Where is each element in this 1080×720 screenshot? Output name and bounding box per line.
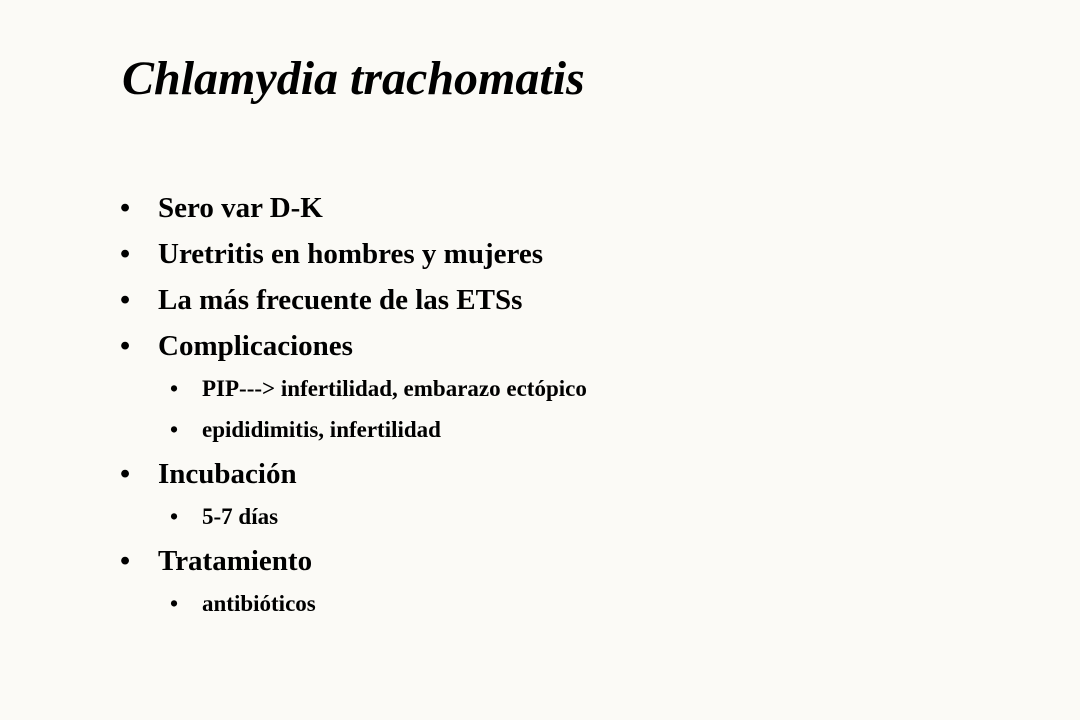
bullet-text: antibióticos (202, 591, 316, 616)
bullet-item-uretritis (120, 237, 587, 283)
bullet-icon: • (120, 192, 131, 224)
bullet-icon: • (120, 458, 131, 490)
bullet-text: Complicaciones (158, 330, 353, 362)
bullet-text: Sero var D-K (158, 192, 323, 224)
slide-title: Chlamydia trachomatis (122, 52, 585, 105)
bullet-item-tratamiento (120, 544, 587, 590)
bullet-icon: • (170, 376, 179, 401)
sub-bullet-item-epididimitis (120, 416, 587, 457)
bullet-text: Uretritis en hombres y mujeres (158, 238, 543, 270)
sub-bullet-item-dias (120, 503, 587, 544)
bullet-item-sero-var (120, 191, 587, 237)
bullet-icon: • (170, 504, 179, 529)
bullet-text: epididimitis, infertilidad (202, 417, 441, 442)
bullet-item-incubacion (120, 457, 587, 503)
bullet-text: Incubación (158, 458, 297, 490)
bullet-item-frecuente (120, 283, 587, 329)
bullet-icon: • (120, 330, 131, 362)
bullet-icon: • (120, 284, 131, 316)
bullet-text: Tratamiento (158, 545, 313, 577)
bullet-list (120, 191, 587, 631)
bullet-text: PIP---> infertilidad, embarazo ectópico (202, 376, 587, 401)
sub-bullet-item-antibioticos (120, 590, 587, 631)
bullet-text: 5-7 días (202, 504, 279, 529)
bullet-icon: • (170, 417, 179, 442)
sub-bullet-item-pip (120, 375, 587, 416)
bullet-icon: • (170, 591, 179, 616)
bullet-icon: • (120, 238, 131, 270)
bullet-item-complicaciones (120, 329, 587, 375)
bullet-icon: • (120, 545, 131, 577)
bullet-text: La más frecuente de las ETSs (158, 284, 523, 316)
